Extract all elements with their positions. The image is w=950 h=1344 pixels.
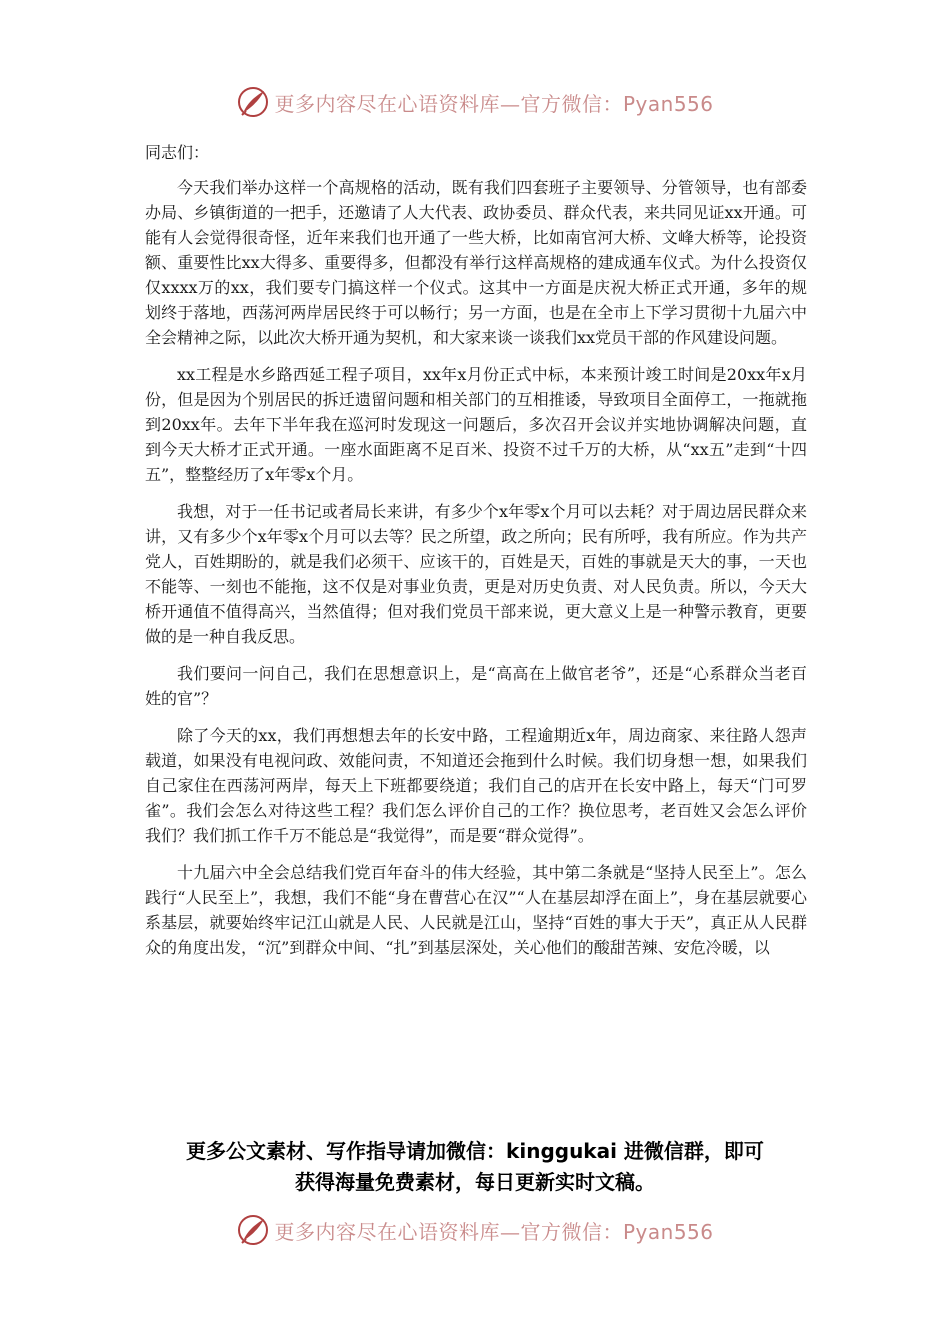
banner-text [274, 1216, 713, 1245]
paragraph-4: 我们要问一问自己，我们在思想意识上，是“高高在上做官老爷”，还是“心系群众当老百姓的官”？ [145, 664, 807, 708]
promo-notice [100, 1136, 850, 1198]
header-banner [0, 82, 950, 122]
paragraph-6: 十九届六中全会总结我们党百年奋斗的伟大经验，其中第二条就是“坚持人民至上”。怎么践行“人民至上”，我想，我们不能“身在曹营心在汉”“人在基层却浮在面上”，身在基层就要心系基层，就要始终牢记江山就是人民、人民就是江山，坚持“百姓的事大于天”，真正从人民群众的角度出发，“沉”到群众中间、“扎”到基层深处，关心他们的酸甜苦辣、安危冷暖，以 [145, 863, 807, 957]
quill-pen-logo-icon [236, 85, 270, 119]
banner-wechat-id: Pyan556 [622, 1219, 714, 1244]
banner-label: 更多内容尽在心语资料库—官方微信： [274, 91, 623, 116]
paragraph-3: 我想，对于一任书记或者局长来讲，有多少个x年零x个月可以去耗？对于周边居民群众来讲，又有多少个x年零x个月可以去等？民之所望，政之所向；民有所呼，我有所应。作为共产党人，百姓期盼的，就是我们必须干、应该干的，百姓是天，百姓的事就是天大的事，一天也不能等、一刻也不能拖，这不仅是对事业负责，更是对历史负责、对人民负责。所以，今天大桥开通值不值得高兴，当然值得；但对我们党员干部来说，更大意义上是一种警示教育，更要做的是一种自我反思。 [145, 502, 807, 646]
quill-pen-logo-icon [236, 1213, 270, 1247]
document-body [145, 140, 807, 972]
promo-line-2: 获得海量免费素材，每日更新实时文稿。 [295, 1170, 655, 1194]
paragraph-1: 今天我们举办这样一个高规格的活动，既有我们四套班子主要领导、分管领导，也有部委办局、乡镇街道的一把手，还邀请了人大代表、政协委员、群众代表，来共同见证xx开通。可能有人会觉得很奇怪，近年来我们也开通了一些大桥，比如南官河大桥、文峰大桥等，论投资额、重要性比xx大得多、重要得多，但都没有举行这样高规格的建成通车仪式。为什么投资仅仅xxxx万的xx，我们要专门搞这样一个仪式。这其中一方面是庆祝大桥正式开通，多年的规划终于落地，西荡河两岸居民终于可以畅行；另一方面，也是在全市上下学习贯彻十九届六中全会精神之际，以此次大桥开通为契机，和大家来谈一谈我们xx党员干部的作风建设问题。 [145, 178, 807, 347]
footer-banner [0, 1210, 950, 1250]
salutation: 同志们： [145, 143, 210, 162]
banner-text [274, 88, 713, 117]
banner-wechat-id: Pyan556 [622, 91, 714, 116]
banner-label: 更多内容尽在心语资料库—官方微信： [274, 1219, 623, 1244]
paragraph-5: 除了今天的xx，我们再想想去年的长安中路，工程逾期近x年，周边商家、来往路人怨声载道，如果没有电视问政、效能问责，不知道还会拖到什么时候。我们切身想一想，如果我们自己家住在西荡河两岸，每天上下班都要绕道；我们自己的店开在长安中路上，每天“门可罗雀”。我们会怎么对待这些工程？我们怎么评价自己的工作？换位思考，老百姓又会怎么评价我们？我们抓工作千万不能总是“我觉得”，而是要“群众觉得”。 [145, 726, 807, 845]
promo-line-1: 更多公文素材、写作指导请加微信：kinggukai 进微信群，即可 [186, 1139, 764, 1163]
paragraph-2: xx工程是水乡路西延工程子项目，xx年x月份正式中标，本来预计竣工时间是20xx年x月份，但是因为个别居民的拆迁遗留问题和相关部门的互相推诿，导致项目全面停工，一拖就拖到20xx年。去年下半年我在巡河时发现这一问题后，多次召开会议并实地协调解决问题，直到今天大桥才正式开通。一座水面距离不足百米、投资不过千万的大桥，从“xx五”走到“十四五”，整整经历了x年零x个月。 [145, 365, 807, 484]
